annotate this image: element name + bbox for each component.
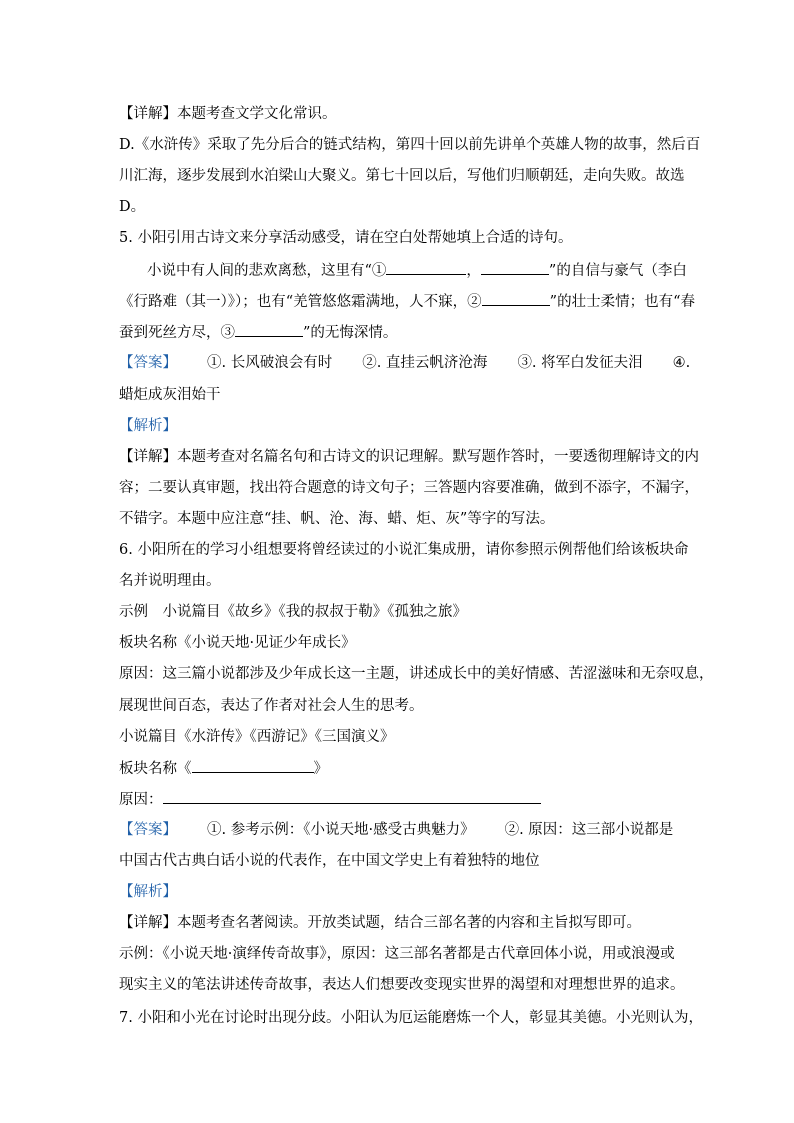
q6-answer-line (119, 820, 673, 840)
q6-answer-2: ②. 原因：这三部小说都是 (504, 822, 674, 838)
q6-example: 示例 小说篇目《故乡》《我的叔叔于勒》《孤独之旅》 (119, 604, 467, 620)
q6-name-blank-line: 板块名称《 》 (119, 758, 328, 779)
q5-answer-line (119, 353, 690, 373)
q7-question-line-1: 7. 小阳和小光在讨论时出现分歧。小阳认为厄运能磨炼一个人，彰显其美德。小光则认为， (119, 1010, 703, 1026)
q5-answer-4: ④. (672, 355, 691, 371)
q4-explanation-line-2: 川汇海，逐步发展到水泊梁山大聚义。第七十回以后，写他们归顺朝廷，走向失败。故选 (119, 168, 685, 184)
q5-detail-line-2: 容；二要认真审题，找出符合题意的诗文句子；三答题内容要准确，做到不添字，不漏字， (119, 480, 699, 496)
q4-detail-line (119, 104, 337, 124)
answer-label: 【答案】 (119, 822, 177, 838)
q6-answer-1: ①. 参考示例：《小说天地·感受古典魅力》 (207, 822, 475, 838)
q6-answer-cont: 中国古代古典白话小说的代表作，在中国文学史上有着独特的地位 (119, 853, 540, 869)
q5-passage-line-1: 小说中有人间的悲欢离愁，这里有“① ， ”的自信与豪气（李白 (147, 260, 687, 281)
q5-passage-line-3: 蚕到死丝方尽，③ ”的无悔深情。 (119, 322, 397, 343)
detail-label: 【详解】 (119, 106, 177, 122)
detail-label: 【详解】 (119, 915, 177, 931)
q5-answer-2: ②. 直挂云帆济沧海 (362, 355, 488, 371)
detail-label: 【详解】 (119, 449, 177, 465)
q4-explanation-line-3: D。 (119, 199, 146, 215)
q4-explanation-line-1: D.《水浒传》采取了先分后合的链式结构，第四十回以前先讲单个英雄人物的故事，然后百 (119, 137, 701, 153)
q6-reason-line-2: 展现世间百态，表达了作者对社会人生的思考。 (119, 698, 424, 714)
name-blank[interactable] (192, 758, 314, 773)
q5-passage-line-2: 《行路难（其一）》）；也有“羌管悠悠霜满地，人不寐，② ”的壮士柔情；也有“春 (119, 291, 695, 312)
q6-detail-line-2: 示例：《小说天地·演绎传奇故事》，原因：这三部名著都是古代章回体小说，用或浪漫或 (119, 946, 675, 962)
q6-question-line-2: 名并说明理由。 (119, 573, 221, 589)
q6-detail-line-3: 现实主义的笔法讲述传奇故事，表达人们想要改变现实世界的渴望和对理想世界的追求。 (119, 977, 685, 993)
analysis-label: 【解析】 (119, 418, 177, 434)
q4-detail-text: 本题考查文学文化常识。 (177, 106, 337, 122)
q5-question: 5. 小阳引用古诗文来分享活动感受，请在空白处帮她填上合适的诗句。 (119, 230, 573, 246)
answer-label: 【答案】 (119, 355, 177, 371)
q5-detail-line-1: 【详解】本题考查对名篇名句和古诗文的识记理解。默写题作答时，一要透彻理解诗文的内 (119, 449, 699, 465)
q5-answer-3: ③. 将军白发征夫泪 (517, 355, 643, 371)
q6-reason-line-1: 原因：这三篇小说都涉及少年成长这一主题，讲述成长中的美好情感、苦涩滋味和无奈叹息， (119, 666, 714, 682)
q6-example-name: 板块名称《小说天地·见证少年成长》 (119, 635, 356, 651)
q6-detail-line-1: 【详解】本题考查名著阅读。开放类试题，结合三部名著的内容和主旨拟写即可。 (119, 915, 641, 931)
q5-answer-1: ①. 长风破浪会有时 (207, 355, 333, 371)
reason-blank[interactable] (163, 789, 541, 804)
answer-blank-1b[interactable] (481, 260, 549, 275)
q5-answer-cont: 蜡炬成灰泪始干 (119, 387, 221, 403)
q6-reason-blank-line: 原因： (119, 789, 541, 810)
analysis-label: 【解析】 (119, 884, 177, 900)
q5-detail-line-3: 不错字。本题中应注意“挂、帆、沧、海、蜡、炬、灰”等字的写法。 (119, 511, 555, 527)
answer-blank-3[interactable] (235, 322, 303, 337)
q6-works: 小说篇目《水浒传》《西游记》《三国演义》 (119, 729, 395, 745)
q6-question-line-1: 6. 小阳所在的学习小组想要将曾经读过的小说汇集成册，请你参照示例帮他们给该板块命 (119, 542, 689, 558)
answer-blank-2[interactable] (482, 291, 550, 306)
answer-blank-1[interactable] (386, 260, 466, 275)
